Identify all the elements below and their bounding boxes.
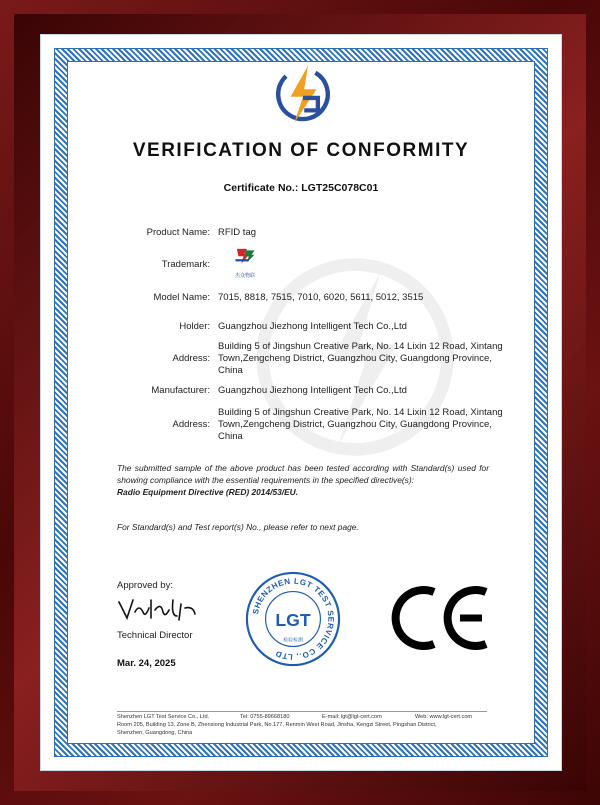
footer-divider (117, 711, 487, 712)
model-name-label: Model Name: (153, 292, 210, 303)
footer-address-line2: Shenzhen, Guangdong, China (117, 730, 193, 736)
manufacturer-value: Guangzhou Jiezhong Intelligent Tech Co.,Ltd (218, 385, 407, 396)
stamp-ring-text: SHENZHEN LGT TEST SERVICE CO., LTD (251, 576, 336, 662)
footer-email: E-mail: lgt@lgt-cert.com (322, 714, 382, 720)
stamp-bottom-text: 检验检测 (283, 637, 303, 644)
holder-address-label: Address: (172, 353, 210, 364)
footer-web: Web: www.lgt-cert.com (415, 714, 473, 720)
refer-note: For Standard(s) and Test report(s) No., please refer to next page. (117, 522, 359, 532)
stamp-center-text: LGT (275, 609, 311, 630)
document-title: VERIFICATION OF CONFORMITY (132, 140, 470, 161)
statement-text: The submitted sample of the above product has been tested according with Standard(s) used for showing compliance with the essential requirements in the specified directive(s): (117, 463, 489, 485)
product-name-label: Product Name: (146, 227, 210, 238)
trademark-emblem-icon (230, 246, 260, 268)
manufacturer-address-label: Address: (172, 419, 210, 430)
certificate-paper (40, 34, 562, 771)
holder-label: Holder: (179, 321, 210, 332)
lgt-logo-icon (272, 62, 334, 124)
footer-company: Shenzhen LGT Test Service Co., Ltd. (117, 714, 210, 720)
holder-value: Guangzhou Jiezhong Intelligent Tech Co.,Ltd (218, 321, 407, 332)
directive-text: Radio Equipment Directive (RED) 2014/53/EU. (117, 487, 299, 497)
footer-address-line1: Room 205, Building 13, Zone B, Zhenxiong Industrial Park, No.177, Renmin West Road, Jinsha, Kengzi Street, Pingshan District, (117, 722, 437, 728)
trademark-caption: 杰众物联 (234, 273, 255, 279)
footer-tel: Tel: 0755-89668180 (240, 714, 290, 720)
signer-title: Technical Director (117, 630, 193, 641)
issue-date: Mar. 24, 2025 (117, 658, 176, 669)
ce-mark-icon (388, 584, 492, 652)
manufacturer-address-value: Building 5 of Jingshun Creative Park, No. 14 Lixin 12 Road, Xintang Town,Zengcheng District, Guangzhou City, Guangdong Province, China (218, 407, 503, 442)
trademark-logo (230, 246, 260, 279)
product-name-value: RFID tag (218, 227, 257, 238)
manufacturer-label: Manufacturer: (151, 385, 210, 396)
compliance-statement (117, 462, 489, 498)
trademark-label: Trademark: (161, 259, 210, 270)
signature-image (115, 594, 201, 624)
model-name-value: 7015, 8818, 7515, 7010, 6020, 5611, 5012, 3515 (218, 292, 424, 303)
holder-address-value: Building 5 of Jingshun Creative Park, No. 14 Lixin 12 Road, Xintang Town,Zengcheng District, Guangzhou City, Guangdong Province, China (218, 341, 503, 376)
company-stamp (244, 570, 342, 668)
approved-by-label: Approved by: (117, 580, 173, 591)
certificate-number: Certificate No.: LGT25C078C01 (223, 182, 379, 194)
